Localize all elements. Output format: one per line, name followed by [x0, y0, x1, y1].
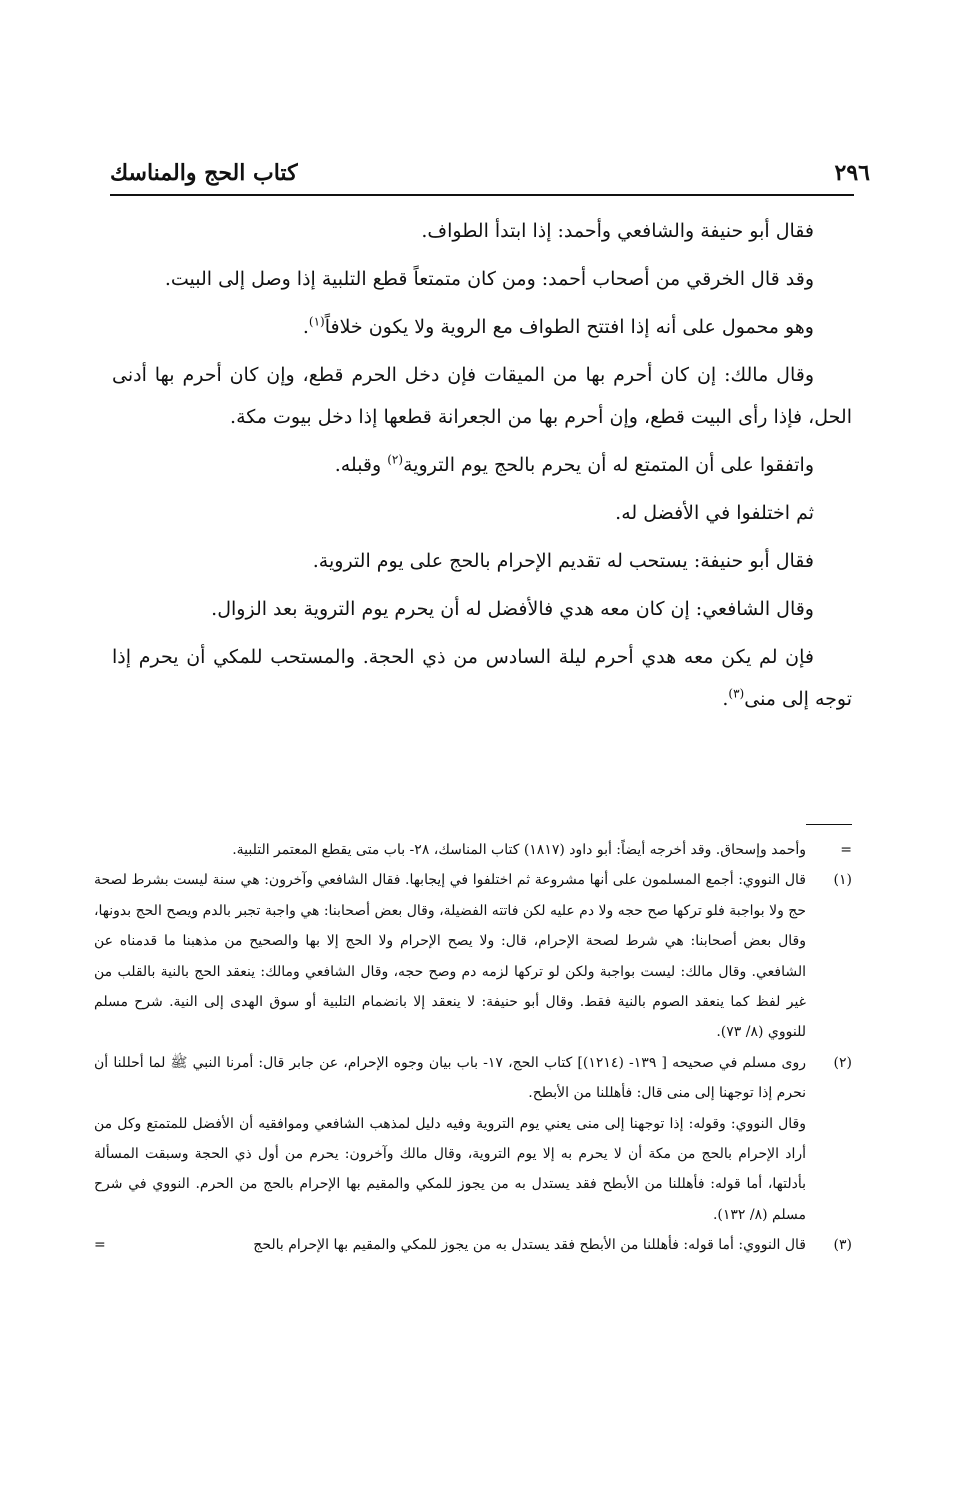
footnote-text: قال النووي: أما قوله: فأهللنا من الأبطح فقد يستدل به من يجوز للمكي والمقيم بها الإحرام بالحج: [253, 1237, 806, 1254]
book-title: كتاب الحج والمناسك: [110, 160, 298, 186]
paragraph: [112, 636, 852, 720]
footnote-separator: [806, 824, 852, 825]
paragraph: [112, 210, 852, 252]
footnote-3: [94, 1230, 852, 1260]
footnote-text: وقال النووي: وقوله: إذا توجهنا إلى منى يعني يوم التروية وفيه دليل لمذهب الشافعي وموافقيه أن الأفضل للمتمتع وكل من أراد الإحرام بالحج من مكة أن لا يحرم به إلا يوم التروية، وقال مالك وآخرون: يحرم من أول ذي الحجة وسبقت المسألة بأدلتها، أما قوله: فأهللنا من الأبطح فقد يستدل به من يجوز للمكي والمقيم بها الإحرام بالحج من الحرم. النووي في شرح مسلم (٨/ ١٣٢).: [94, 1115, 806, 1223]
paragraph-text: ثم اختلفوا في الأفضل له.: [615, 502, 814, 524]
footnote-2: [94, 1048, 852, 1230]
footnote-marker: (٢): [833, 1054, 852, 1071]
paragraph-text: فقال أبو حنيفة: يستحب له تقديم الإحرام بالحج على يوم التروية.: [312, 550, 814, 572]
footnotes: [94, 835, 852, 1261]
paragraph-text: واتفقوا على أن المتمتع له أن يحرم بالحج يوم التروية: [403, 454, 814, 476]
footnote-text: وأحمد وإسحاق. وقد أخرجه أيضاً: أبو داود (١٨١٧) كتاب المناسك، ٢٨- باب متى يقطع المعتمر التلبية.: [232, 842, 806, 858]
paragraph-end: .: [302, 316, 309, 338]
footnote-reference: (٢): [387, 452, 404, 467]
continuation-marker: =: [94, 1237, 106, 1254]
footnote-text: قال النووي: أجمع المسلمون على أنها مشروعة ثم اختلفوا في إيجابها. فقال الشافعي وآخرون: هي سنة ليست بشرط لصحة حج ولا بواجبة فلو تركها صح حجه ولا دم عليه لكن فاتته الفضيلة، وقال بعض أصحابنا: هي واجبة تجبر بالدم ويصح الحج بدونها، وقال بعض أصحابنا: هي شرط لصحة الإحرام، قال: ولا يصح الإحرام ولا الحج إلا بها والصحيح من مذهبنا ما قدمناه عن الشافعي. وقال مالك: ليست بواجبة ولكن لو تركها لزمه دم وصح حجه، وقال الشافعي ومالك: ينعقد الحج بالنية بالقلب من غير لفظ كما ينعقد الصوم بالنية فقط. وقال أبو حنيفة: لا ينعقد إلا بانضمام التلبية أو سوق الهدى إلى النية. شرح مسلم للنووي (٨/ ٧٣).: [94, 872, 806, 1041]
paragraph: [112, 306, 852, 348]
page-number: ٢٩٦: [834, 160, 870, 186]
paragraph-end: .: [722, 688, 729, 710]
paragraph: [112, 258, 852, 300]
main-text: [112, 210, 852, 726]
footnote-marker: (١): [833, 872, 852, 889]
paragraph-text: وقال مالك: إن كان أحرم بها من الميقات فإن دخل الحرم قطع، وإن كان أحرم بها أدنى الحل، فإذا رأى البيت قطع، وإن أحرم بها من الجعرانة قطعها إذا دخل بيوت مكة.: [112, 364, 852, 428]
footnote-marker: (٣): [833, 1237, 852, 1254]
header-rule: [110, 194, 854, 196]
paragraph: [112, 540, 852, 582]
footnote-body: [118, 1230, 806, 1260]
paragraph: [112, 354, 852, 438]
paragraph-text: فقال أبو حنيفة والشافعي وأحمد: إذا ابتدأ الطواف.: [421, 220, 814, 242]
footnote-body: [94, 835, 806, 865]
footnote-reference: (٣): [728, 686, 745, 701]
footnote-1: [94, 865, 852, 1047]
page-header: [110, 150, 870, 184]
footnote-reference: (١): [308, 314, 325, 329]
paragraph-text: وقال الشافعي: إن كان معه هدي فالأفضل له أن يحرم يوم التروية بعد الزوال.: [211, 598, 814, 620]
paragraph-text: وهو محمول على أنه إذا افتتح الطواف مع الروية ولا يكون خلافاً: [324, 316, 814, 338]
paragraph-text: فإن لم يكن معه هدي أحرم ليلة السادس من ذي الحجة. والمستحب للمكي أن يحرم إذا توجه إلى منى: [112, 646, 852, 710]
paragraph: [112, 588, 852, 630]
paragraph-end: وقبله.: [334, 454, 388, 476]
footnote-continuation: [94, 835, 852, 865]
paragraph: [112, 492, 852, 534]
paragraph: [112, 444, 852, 486]
footnote-body: [94, 865, 806, 1047]
footnote-body: [94, 1048, 806, 1230]
footnote-marker: =: [840, 842, 852, 858]
paragraph-text: وقد قال الخرقي من أصحاب أحمد: ومن كان متمتعاً قطع التلبية إذا وصل إلى البيت.: [164, 268, 814, 290]
footnote-text: روى مسلم في صحيحه [ ١٣٩- (١٢١٤)] كتاب الحج، ١٧- باب بيان وجوه الإحرام، عن جابر قال: أمرنا النبي ﷺ لما أحللنا أن نحرم إذا توجهنا إلى منى قال: فأهللنا من الأبطح.: [94, 1054, 806, 1102]
